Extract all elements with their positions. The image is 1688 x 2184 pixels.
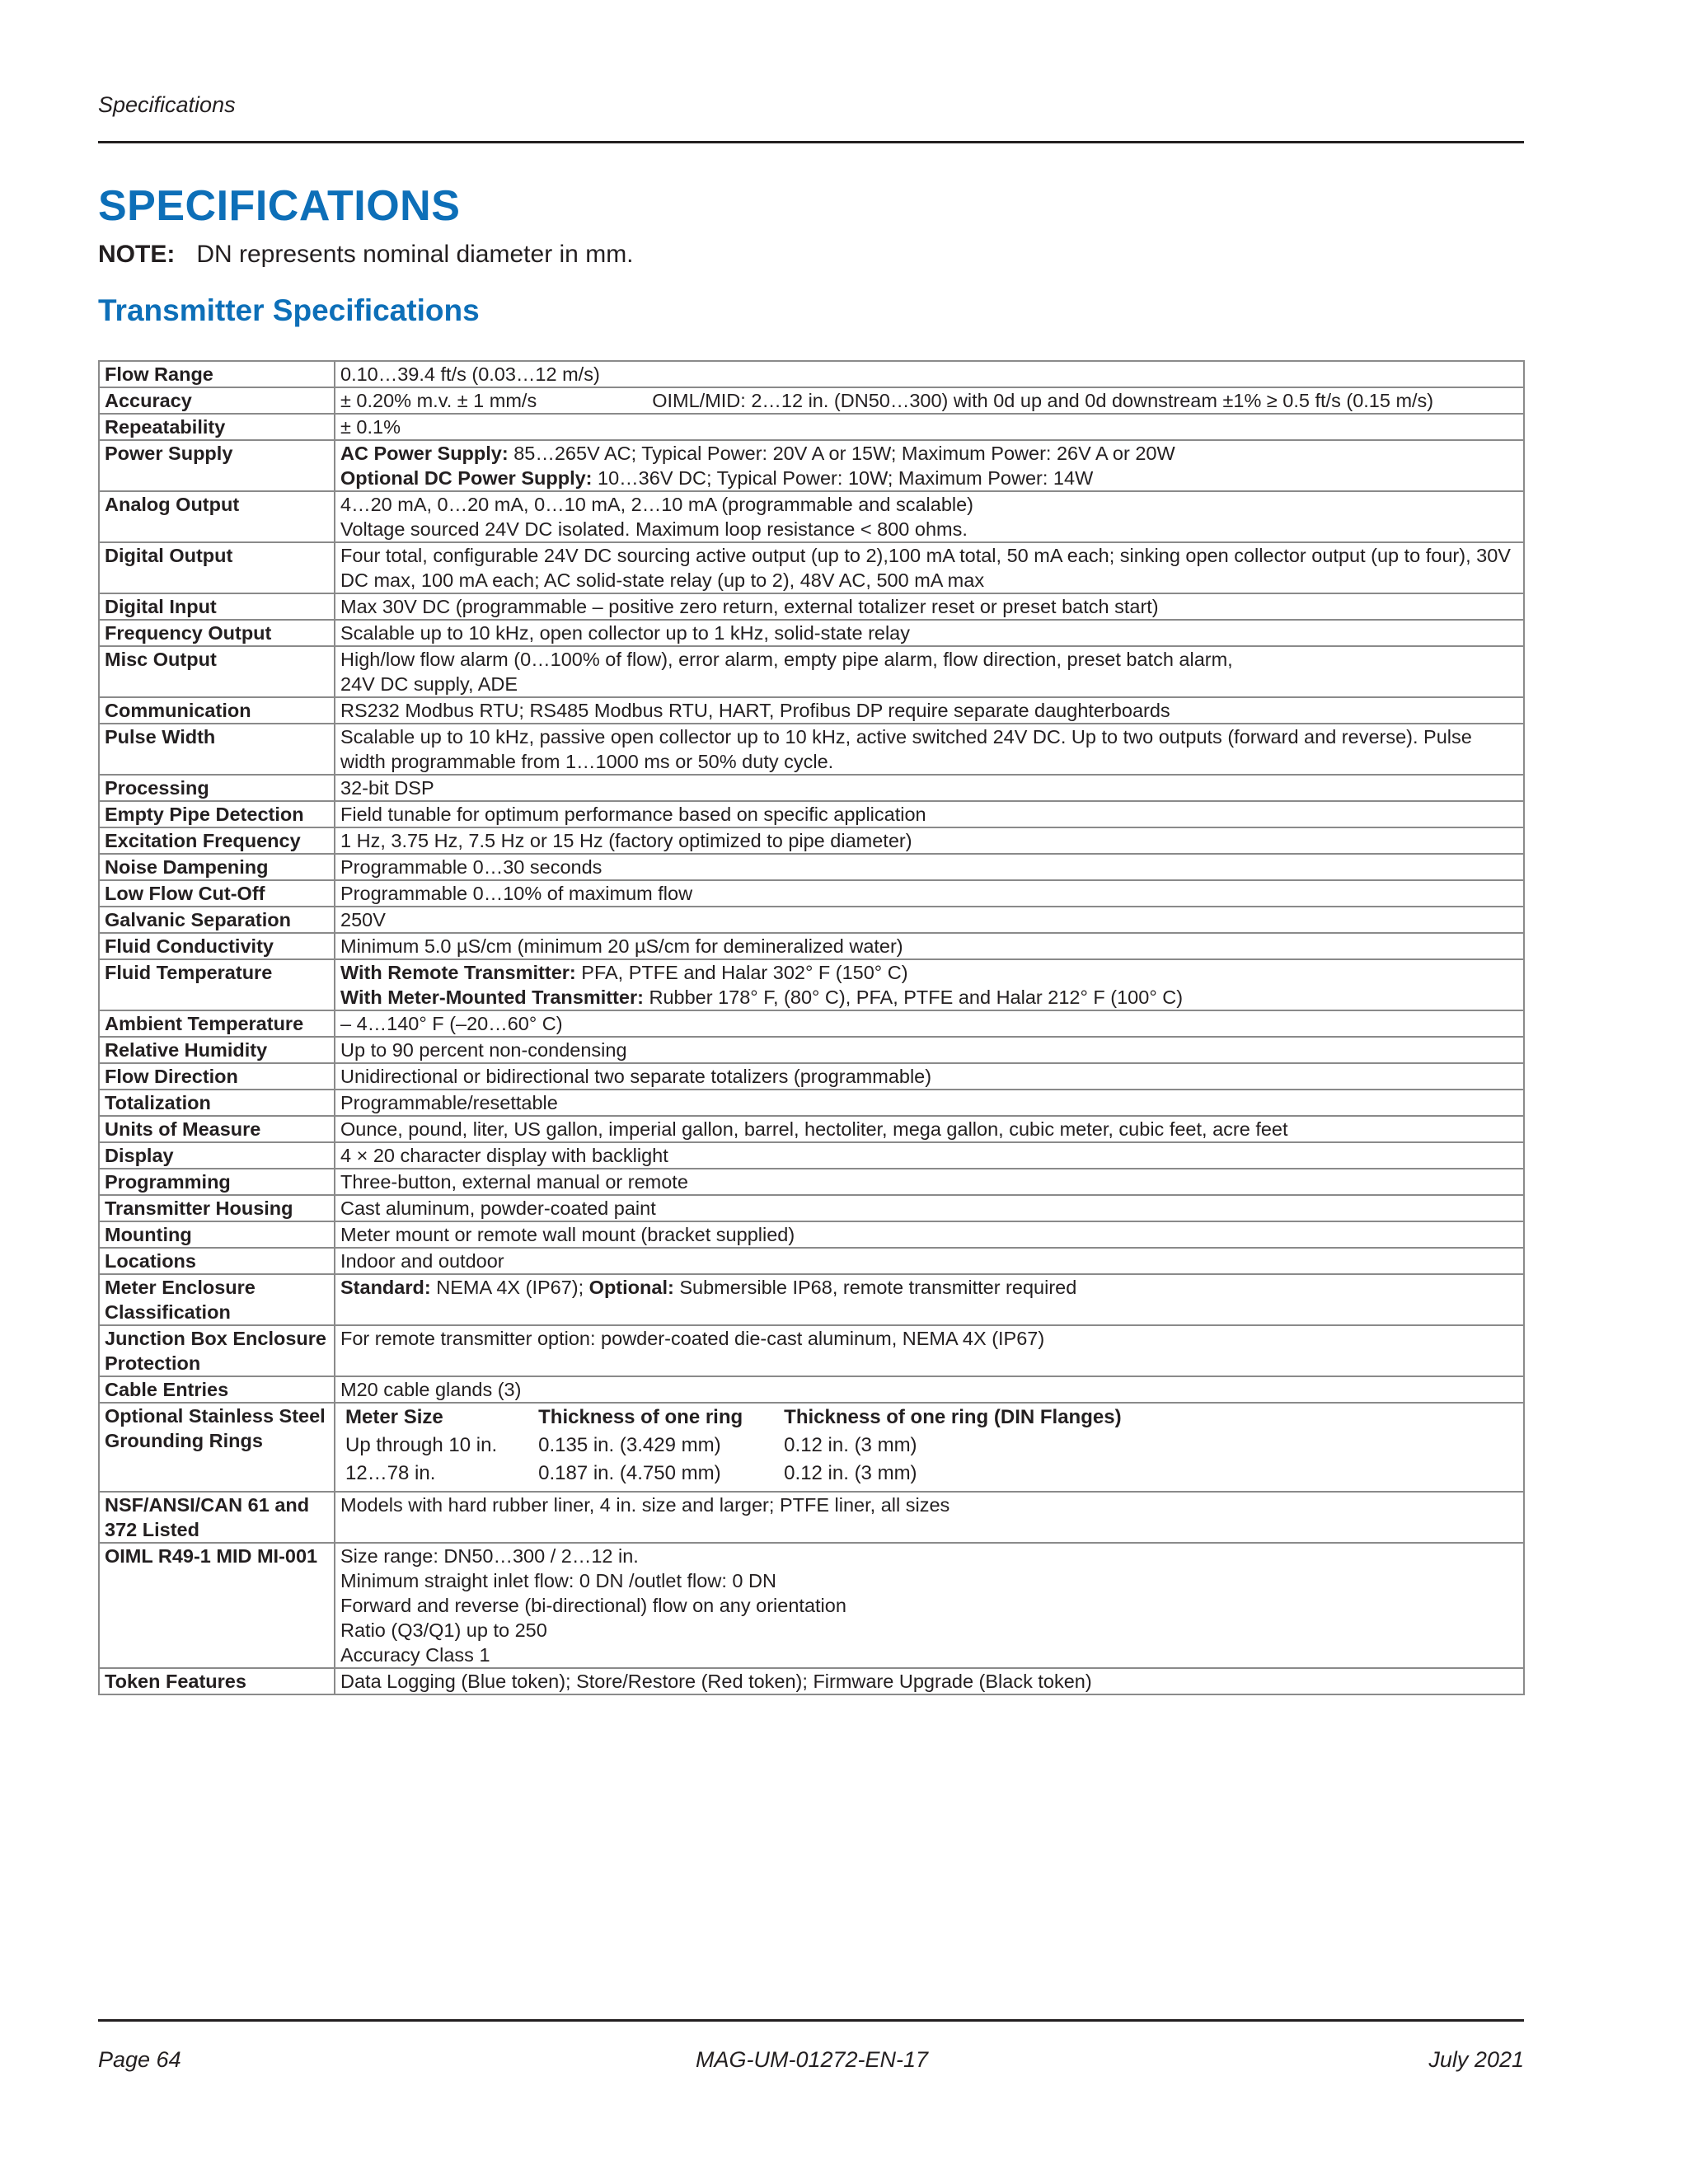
spec-line-extra: OIML/MID: 2…12 in. (DN50…300) with 0d up and 0d downstream ±1% ≥ 0.5 ft/s (0.15 m/s) [652,390,1434,411]
spec-row [99,1376,1524,1403]
spec-value [335,1010,1524,1037]
spec-line [340,1275,1518,1300]
spec-row [99,593,1524,620]
spec-label: Mounting [99,1221,335,1248]
spec-line: 0.10…39.4 ft/s (0.03…12 m/s) [340,363,600,385]
spec-row [99,1543,1524,1668]
rings-row [340,1432,1158,1460]
spec-line: ± 0.1% [340,416,401,438]
spec-line-text: Rubber 178° F, (80° C), PFA, PTFE and Halar 212° F (100° C) [643,987,1184,1008]
spec-line: Three-button, external manual or remote [340,1171,688,1193]
rings-header-cell: Thickness of one ring (DIN Flanges) [784,1406,1122,1428]
spec-value [335,854,1524,880]
spec-value [335,1248,1524,1274]
spec-label: Fluid Temperature [99,959,335,1010]
spec-line: Ratio (Q3/Q1) up to 250 [340,1619,547,1641]
spec-label: Excitation Frequency [99,827,335,854]
spec-label: Transmitter Housing [99,1195,335,1221]
spec-label: Fluid Conductivity [99,933,335,959]
note-text: DN represents nominal diameter in mm. [196,241,634,268]
spec-line: Max 30V DC (programmable – positive zero return, external totalizer reset or preset batch start) [340,596,1159,617]
spec-line: – 4…140° F (–20…60° C) [340,1013,563,1034]
rings-cell: 0.135 in. (3.429 mm) [538,1434,721,1456]
spec-label: Analog Output [99,491,335,542]
spec-row [99,1325,1524,1376]
spec-row [99,440,1524,491]
header-divider [98,141,1524,143]
spec-row [99,1248,1524,1274]
spec-line: Up to 90 percent non-condensing [340,1039,627,1061]
spec-line-bold: Optional DC Power Supply: [340,467,593,489]
rings-cell: 0.187 in. (4.750 mm) [538,1462,721,1484]
spec-line: Data Logging (Blue token); Store/Restore (Red token); Firmware Upgrade (Black token) [340,1671,1092,1692]
spec-row [99,1116,1524,1142]
grounding-rings-table [340,1404,1158,1488]
spec-row [99,775,1524,801]
spec-line: Accuracy Class 1 [340,1644,490,1666]
rings-cell: 0.12 in. (3 mm) [784,1434,917,1456]
spec-label: Display [99,1142,335,1169]
spec-value [335,1376,1524,1403]
spec-row [99,1090,1524,1116]
spec-line: Voltage sourced 24V DC isolated. Maximum loop resistance < 800 ohms. [340,518,968,540]
spec-value [335,959,1524,1010]
spec-label: Cable Entries [99,1376,335,1403]
spec-line: Scalable up to 10 kHz, open collector up to 1 kHz, solid-state relay [340,622,911,644]
spec-row [99,620,1524,646]
publication-date: July 2021 [1428,2047,1524,2072]
spec-line-bold: Standard: [340,1277,431,1298]
spec-label: Misc Output [99,646,335,697]
spec-value [335,1169,1524,1195]
spec-line: Programmable 0…30 seconds [340,856,603,878]
spec-line-text: NEMA 4X (IP67); [430,1277,589,1298]
page-number: Page 64 [98,2047,181,2072]
spec-line: 32-bit DSP [340,777,434,799]
spec-row [99,1221,1524,1248]
spec-row [99,1010,1524,1037]
spec-row [99,907,1524,933]
spec-row [99,1063,1524,1090]
spec-value [335,1090,1524,1116]
spec-value [335,593,1524,620]
spec-line [340,985,1518,1010]
spec-label: Flow Direction [99,1063,335,1090]
spec-line: High/low flow alarm (0…100% of flow), error alarm, empty pipe alarm, flow direction, preset batch alarm, [340,649,1233,670]
spec-label: Token Features [99,1668,335,1694]
spec-value [335,933,1524,959]
spec-line: Unidirectional or bidirectional two separate totalizers (programmable) [340,1066,932,1087]
spec-value [335,1142,1524,1169]
spec-value [335,697,1524,724]
spec-value [335,646,1524,697]
rings-cell: 12…78 in. [345,1462,436,1484]
spec-label: Power Supply [99,440,335,491]
spec-value [335,414,1524,440]
spec-label: OIML R49-1 MID MI-001 [99,1543,335,1668]
rings-header-cell: Thickness of one ring [538,1406,743,1428]
spec-label: Locations [99,1248,335,1274]
spec-line: 250V [340,909,386,930]
spec-label: Digital Input [99,593,335,620]
spec-row [99,491,1524,542]
spec-line: Programmable 0…10% of maximum flow [340,883,693,904]
rings-cell: 0.12 in. (3 mm) [784,1462,917,1484]
rings-header-row [340,1404,1158,1432]
spec-row [99,724,1524,775]
spec-value [335,907,1524,933]
spec-row [99,827,1524,854]
spec-row [99,697,1524,724]
spec-value [335,361,1524,387]
spec-label: Meter Enclosure Classification [99,1274,335,1325]
spec-row [99,387,1524,414]
spec-line-text: 10…36V DC; Typical Power: 10W; Maximum Power: 14W [592,467,1094,489]
spec-value [335,724,1524,775]
spec-line-bold: With Meter-Mounted Transmitter: [340,987,644,1008]
spec-line: Meter mount or remote wall mount (bracket supplied) [340,1224,795,1245]
spec-line-text: Submersible IP68, remote transmitter required [673,1277,1077,1298]
spec-line: RS232 Modbus RTU; RS485 Modbus RTU, HART, Profibus DP require separate daughterboards [340,700,1170,721]
spec-line: Cast aluminum, powder-coated paint [340,1197,656,1219]
spec-line-bold: AC Power Supply: [340,443,509,464]
spec-line: Ounce, pound, liter, US gallon, imperial gallon, barrel, hectoliter, mega gallon, cubic meter, cubic feet, acre feet [340,1118,1288,1140]
spec-label: Repeatability [99,414,335,440]
spec-value [335,880,1524,907]
spec-line: Minimum 5.0 µS/cm (minimum 20 µS/cm for demineralized water) [340,935,903,957]
running-header: Specifications [98,92,236,117]
spec-value [335,491,1524,542]
spec-line: Models with hard rubber liner, 4 in. size and larger; PTFE liner, all sizes [340,1494,950,1516]
spec-line [340,441,1518,466]
spec-row [99,880,1524,907]
spec-value [335,1116,1524,1142]
spec-line-bold: With Remote Transmitter: [340,962,576,983]
spec-line: M20 cable glands (3) [340,1379,522,1400]
spec-line: 4…20 mA, 0…20 mA, 0…10 mA, 2…10 mA (programmable and scalable) [340,494,974,515]
spec-label: Units of Measure [99,1116,335,1142]
spec-value [335,775,1524,801]
spec-line: Forward and reverse (bi-directional) flow on any orientation [340,1595,846,1616]
spec-value [335,827,1524,854]
spec-label: Accuracy [99,387,335,414]
spec-line: Size range: DN50…300 / 2…12 in. [340,1545,639,1567]
spec-line: Field tunable for optimum performance based on specific application [340,804,926,825]
spec-row [99,646,1524,697]
spec-line [340,466,1518,490]
spec-value [335,1195,1524,1221]
rings-header-cell: Meter Size [345,1406,443,1428]
spec-value [335,1221,1524,1248]
spec-row [99,1169,1524,1195]
spec-value [335,542,1524,593]
section-title: Transmitter Specifications [98,293,480,327]
spec-value [335,801,1524,827]
spec-label: Programming [99,1169,335,1195]
spec-row [99,542,1524,593]
spec-row [99,1037,1524,1063]
spec-line [340,388,1518,413]
spec-value [335,1274,1524,1325]
spec-line: For remote transmitter option: powder-coated die-cast aluminum, NEMA 4X (IP67) [340,1328,1045,1349]
spec-label: Empty Pipe Detection [99,801,335,827]
spec-line-text: PFA, PTFE and Halar 302° F (150° C) [575,962,908,983]
rings-row [340,1460,1158,1488]
specifications-table [98,360,1525,1695]
spec-line: 24V DC supply, ADE [340,673,518,695]
spec-line [340,960,1518,985]
spec-label: Communication [99,697,335,724]
spec-label: Processing [99,775,335,801]
spec-line: Minimum straight inlet flow: 0 DN /outlet flow: 0 DN [340,1570,776,1591]
spec-row [99,361,1524,387]
spec-value [335,1037,1524,1063]
spec-value [335,387,1524,414]
spec-line: Scalable up to 10 kHz, passive open collector up to 10 kHz, active switched 24V DC. Up to two outputs (forward and reverse). Pulse width programmable from 1…1000 ms or 50% duty cycle. [340,726,1472,772]
spec-row [99,1195,1524,1221]
spec-label: Relative Humidity [99,1037,335,1063]
spec-line: Four total, configurable 24V DC sourcing active output (up to 2),100 mA total, 50 mA each; sinking open collector output (up to four), 30V DC max, 100 mA each; AC solid-state relay (up to 2), 48V AC, 500 mA max [340,545,1511,591]
spec-row [99,1668,1524,1694]
spec-label: NSF/ANSI/CAN 61 and 372 Listed [99,1492,335,1543]
note-label: NOTE: [98,241,176,268]
note [98,241,634,269]
spec-label: Frequency Output [99,620,335,646]
spec-label: Totalization [99,1090,335,1116]
spec-value [335,1668,1524,1694]
spec-row [99,801,1524,827]
spec-line: Indoor and outdoor [340,1250,504,1272]
spec-line-bold: Optional: [588,1277,674,1298]
spec-value [335,1492,1524,1543]
spec-row [99,1274,1524,1325]
footer-divider [98,2019,1524,2022]
document-id: MAG-UM-01272-EN-17 [696,2047,929,2072]
spec-label: Ambient Temperature [99,1010,335,1037]
page-title: SPECIFICATIONS [98,182,461,230]
spec-line: Programmable/resettable [340,1092,558,1113]
spec-row [99,959,1524,1010]
spec-line-text: 85…265V AC; Typical Power: 20V A or 15W; Maximum Power: 26V A or 20W [508,443,1175,464]
spec-value [335,1403,1524,1492]
spec-row [99,414,1524,440]
spec-label: Low Flow Cut-Off [99,880,335,907]
spec-value [335,620,1524,646]
spec-row [99,1492,1524,1543]
spec-row [99,933,1524,959]
spec-label: Junction Box Enclosure Protection [99,1325,335,1376]
spec-label: Galvanic Separation [99,907,335,933]
spec-line-main: ± 0.20% m.v. ± 1 mm/s [340,390,537,411]
spec-value [335,1325,1524,1376]
rings-cell: Up through 10 in. [345,1434,498,1456]
spec-value [335,440,1524,491]
spec-row [99,1142,1524,1169]
spec-line: 1 Hz, 3.75 Hz, 7.5 Hz or 15 Hz (factory optimized to pipe diameter) [340,830,912,851]
spec-label: Optional Stainless Steel Grounding Rings [99,1403,335,1492]
spec-label: Flow Range [99,361,335,387]
spec-value [335,1063,1524,1090]
spec-label: Noise Dampening [99,854,335,880]
spec-row [99,854,1524,880]
spec-row [99,1403,1524,1492]
spec-label: Digital Output [99,542,335,593]
spec-value [335,1543,1524,1668]
spec-line: 4 × 20 character display with backlight [340,1145,668,1166]
spec-label: Pulse Width [99,724,335,775]
